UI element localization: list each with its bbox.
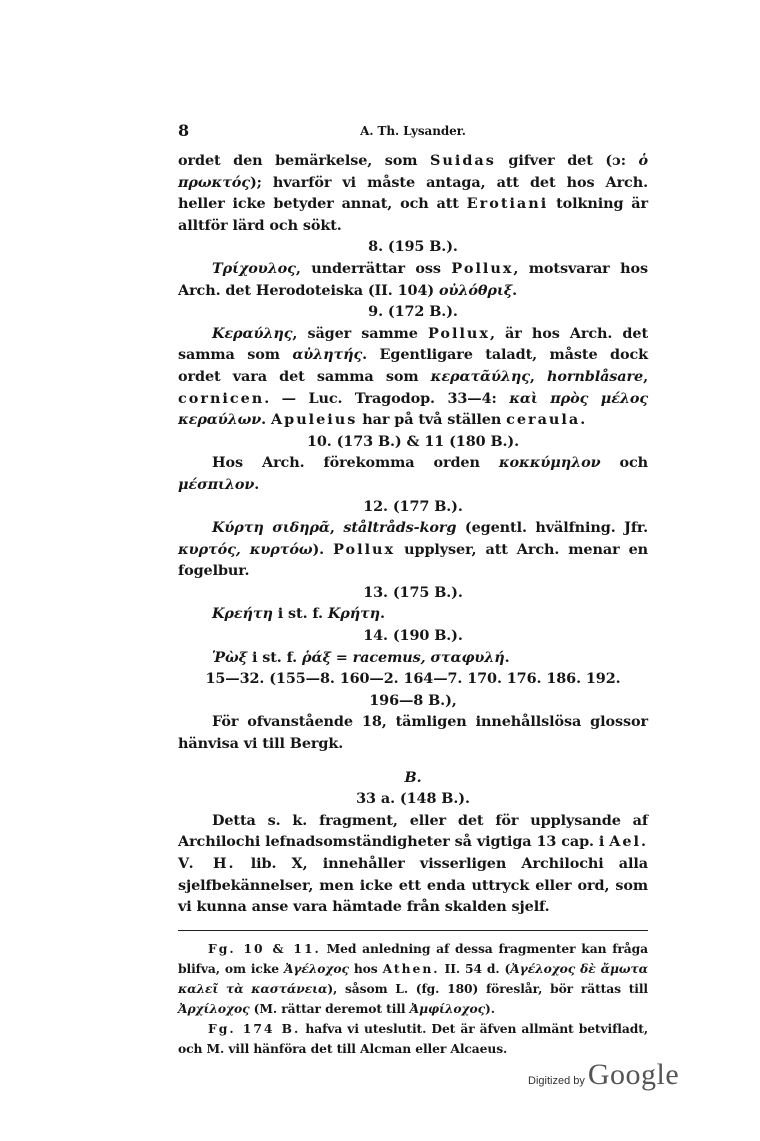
greek-term: κοκκύμηλον (498, 454, 601, 472)
footnote-fg-174 (178, 1019, 648, 1059)
greek-term: Τρίχουλος (212, 259, 296, 277)
text-run: , underrättar oss (295, 259, 452, 277)
greek-quote: καὶ πρὸς μέλος κεραύλων (178, 389, 648, 429)
entry-heading-13: 13. (175 B.). (363, 583, 463, 601)
greek-term: κερατᾶύλης (430, 367, 530, 385)
entry-heading-33a: 33 a. (148 B.). (356, 790, 470, 808)
text-run: II. 54 d. ( (439, 960, 511, 976)
greek-term: Κεραύλης (212, 324, 293, 342)
text-run: Med anledning af dessa fragmenter kan fråga blifva, om icke (178, 940, 648, 976)
text-run: . — Luc. Tragodop. 33—4: (264, 389, 510, 407)
text-run: hafva vi uteslutit. Det är äfven allmänt betvifladt, och M. vill hänföra det till Alcman eller Alcaeus. (178, 1020, 649, 1056)
text-run: (egentl. hvälfning. Jfr. (456, 519, 648, 537)
text-run: ). (484, 1000, 495, 1016)
footnote-label: Fg. 10 & 11. (208, 940, 321, 956)
text-run: Detta s. k. fragment, eller det för upplysande af Archilochi lefnadsomständigheter så vigtiga 13 cap. i (178, 811, 648, 851)
text-run: . (261, 411, 271, 429)
text-run: Hos Arch. förekomma orden (212, 454, 499, 472)
greek-term: Ῥὼξ (212, 648, 248, 666)
entry-10-text (178, 452, 648, 495)
author-pollux: Pollux (333, 540, 396, 558)
text-run: lib. X, innehåller visserligen Archilochi alla sjelfbekännelser, men icke ett enda uttryck eller ord, som vi kunna anse vara hämtade från skalden sjelf. (178, 855, 648, 916)
italic-term: hornblåsare (547, 367, 644, 385)
author-erotiani: Erotiani (466, 195, 549, 213)
entry-heading-10: 10. (173 B.) & 11 (180 B.). (306, 432, 520, 450)
greek-term: Ἀγέλοχος (283, 960, 349, 976)
text-run: . (380, 605, 385, 623)
footnote-divider (178, 930, 648, 931)
entry-heading-9: 9. (172 B.). (368, 303, 458, 321)
text-run: . (580, 411, 586, 429)
google-logo-text: Google (587, 1058, 680, 1091)
text-run: , är hos Arch. det samma som (178, 324, 648, 364)
text-run: (M. rättar deremot till (249, 1000, 410, 1016)
text-run: har på två ställen (357, 411, 507, 429)
greek-term: οὐλόθριξ (439, 281, 513, 299)
text-run: . Egentligare taladt, måste dock ordet vara det samma som (178, 346, 648, 385)
footnotes (178, 939, 648, 1059)
text-run: ). (312, 540, 334, 558)
footnote-label: Fg. 174 B. (208, 1020, 301, 1036)
text-run: hvarför vi måste antaga, att det hos Arch. heller icke betyder annat, och att (178, 173, 648, 213)
latin-term: cornicen (178, 389, 265, 407)
text-run: , (329, 519, 344, 537)
spacer (178, 755, 648, 767)
text-run: . (504, 648, 510, 666)
entry-heading-15-32: 15—32. (155—8. 160—2. 164—7. 170. 176. 186. 192. (205, 670, 621, 688)
text-run: , säger samme (292, 324, 428, 342)
text-run: , motsvarar hos Arch. det Herodoteiska (II. 104) (178, 259, 648, 299)
section-heading-b: B. (404, 768, 422, 786)
footnote-fg-10-11 (178, 939, 648, 1019)
greek-term: Κρεήτη (212, 605, 273, 623)
entry-15-32-text: För ofvanstående 18, tämligen innehållslösa glossor hänvisa vi till Bergk. (178, 713, 648, 753)
entry-14-text (178, 647, 648, 669)
paragraph-continuation (178, 150, 648, 236)
text-run: hos (348, 960, 383, 976)
page-header (178, 120, 648, 150)
entry-heading-12: 12. (177 B.). (363, 497, 463, 515)
text-run: . (512, 281, 518, 299)
author-pollux: Pollux (427, 324, 490, 342)
source-athen: Athen. (382, 960, 440, 976)
text-run: tolkning är alltför lärd och sökt. (178, 195, 648, 234)
greek-term: Ἀμφίλοχος (409, 1000, 485, 1016)
greek-term: μέσπιλον (178, 475, 255, 493)
entry-13-text (178, 603, 648, 625)
entry-9-text (178, 323, 648, 431)
running-title: A. Th. Lysander. (360, 124, 466, 138)
greek-term: ῥάξ (302, 648, 331, 666)
entry-12-text (178, 517, 648, 582)
source-ael-vh: Ael. V. H. (178, 833, 648, 872)
text-run: i st. f. (247, 648, 302, 666)
watermark-small-text: Digitized by (528, 1075, 585, 1087)
greek-term: Κύρτη σιδηρᾶ (212, 519, 330, 537)
google-watermark (528, 1058, 679, 1094)
text-run: upplyser, att Arch. menar en fogelbur. (178, 540, 648, 580)
entry-33a-text (178, 810, 648, 918)
greek-term: Ἀρχίλοχος (178, 1000, 250, 1016)
greek-term: Κρήτη (327, 605, 380, 623)
entry-heading-8: 8. (195 B.). (368, 238, 458, 256)
book-page (178, 120, 648, 1059)
text-run: i st. f. (272, 605, 328, 623)
greek-term: αὐλητής (292, 346, 363, 364)
page-number: 8 (178, 121, 190, 140)
text-run: ); (249, 173, 262, 191)
text-run: gifver det (ɔ: (495, 152, 639, 169)
entry-8-text (178, 258, 648, 301)
text-run: . (254, 475, 260, 493)
text-run: , (529, 367, 548, 385)
text-run: ordet den bemärkelse, som (178, 152, 430, 169)
greek-term: ὁ πρωκτός (178, 152, 648, 191)
italic-term: racemus, σταφυλή (352, 648, 505, 666)
latin-term: ceraula (506, 411, 581, 429)
text-run: ), såsom L. (fg. 180) föreslår, bör rättas till (327, 980, 648, 996)
italic-term: ståltråds-korg (343, 519, 457, 537)
text-run: , (643, 367, 648, 385)
author-pollux: Pollux (451, 259, 514, 277)
author-suidas: Suidas (430, 152, 496, 169)
text-run: = (330, 648, 353, 666)
text-run: och (600, 454, 648, 472)
entry-heading-15-32-cont: 196—8 B.), (369, 691, 457, 709)
greek-quote: Ἀγέλοχος δὲ ἄμωτα καλεῖ τὰ καστάνεια (178, 960, 648, 996)
greek-term: κυρτός, κυρτόω (178, 540, 313, 558)
author-apuleius: Apuleius (270, 411, 358, 429)
entry-heading-14: 14. (190 B.). (363, 627, 463, 645)
